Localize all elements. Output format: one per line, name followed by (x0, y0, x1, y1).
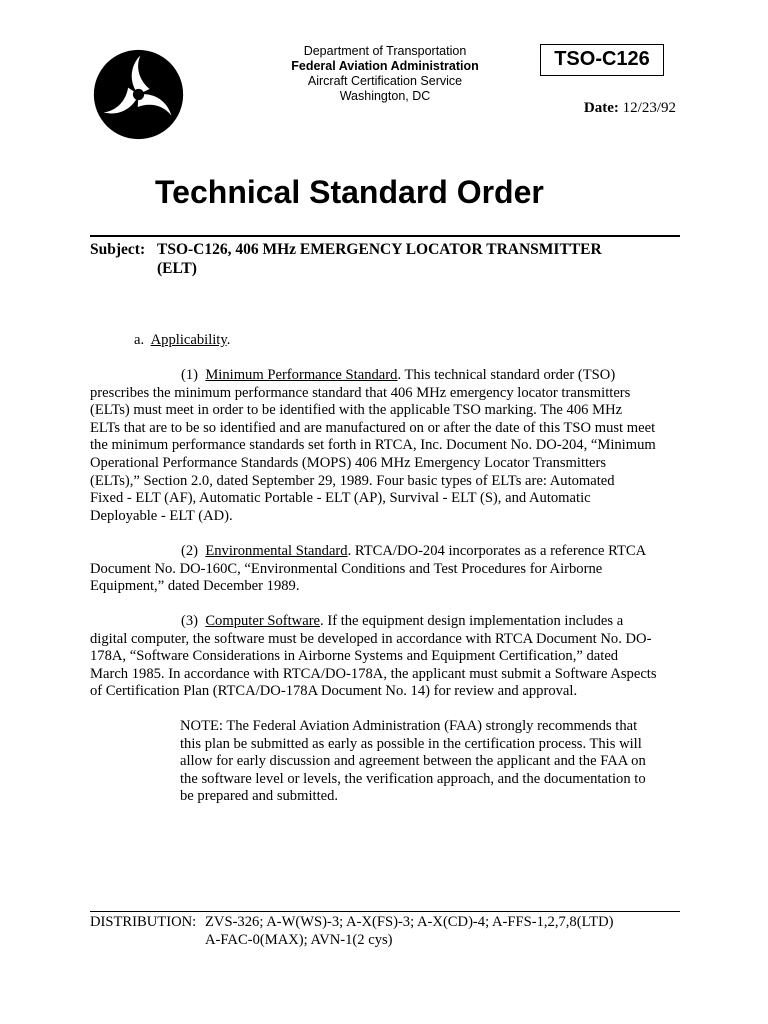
agency-line-faa: Federal Aviation Administration (291, 59, 479, 73)
paragraph-3-number: (3) (181, 613, 199, 629)
agency-line-location: Washington, DC (339, 89, 431, 103)
paragraph-1-line: the minimum performance standards set forth in RTCA, Inc. Document No. DO-204, “Minimum (90, 437, 656, 454)
note-line: be prepared and submitted. (180, 788, 339, 805)
paragraph-1 (90, 367, 690, 525)
distribution-line-1: ZVS-326; A-W(WS)-3; A-X(FS)-3; A-X(CD)-4; A-FFS-1,2,7,8(LTD) (205, 914, 614, 930)
note-line: the software level or levels, the verification approach, and the documentation to (180, 770, 646, 787)
note-line: this plan be submitted as early as possible in the certification process. This will (180, 735, 642, 752)
document-title: Technical Standard Order (155, 174, 544, 210)
paragraph-1-number: (1) (181, 367, 199, 383)
paragraph-3-line-0: (3) Computer Software. If the equipment design implementation includes a (181, 613, 624, 629)
note-block (180, 718, 680, 806)
paragraph-2-heading: Environmental Standard (205, 543, 348, 559)
subject-text (157, 240, 697, 278)
date-line (540, 100, 676, 117)
paragraph-3-line: March 1985. In accordance with RTCA/DO-178A, the applicant must submit a Software Aspects (90, 665, 657, 682)
section-a-heading (134, 332, 230, 350)
paragraph-2 (90, 543, 690, 596)
paragraph-1-line: ELTs that are to be so identified and are manufactured on or after the date of this TSO must meet (90, 419, 656, 436)
distribution-label: DISTRIBUTION: (90, 914, 197, 930)
paragraph-1-heading: Minimum Performance Standard (205, 367, 398, 383)
paragraph-1-line: prescribes the minimum performance standard that 406 MHz emergency locator transmitters (90, 384, 631, 401)
paragraph-1-line: Fixed - ELT (AF), Automatic Portable - ELT (AP), Survival - ELT (S), and Automatic (90, 490, 591, 507)
paragraph-1-line: Operational Performance Standards (MOPS) 406 MHz Emergency Locator Transmitters (90, 454, 607, 471)
paragraph-2-line-0: (2) Environmental Standard. RTCA/DO-204 incorporates as a reference RTCA (181, 543, 647, 559)
subject-label: Subject: (90, 241, 146, 258)
paragraph-1-line: Deployable - ELT (AD). (90, 507, 233, 524)
date-value: 12/23/92 (622, 100, 676, 116)
paragraph-3-line: of Certification Plan (RTCA/DO-178A Document No. 14) for review and approval. (90, 683, 578, 700)
paragraph-3 (90, 613, 690, 701)
paragraph-3-line: digital computer, the software must be developed in accordance with RTCA Document No. DO- (90, 630, 652, 647)
agency-line-department: Department of Transportation (303, 44, 467, 58)
paragraph-3-heading: Computer Software (205, 613, 321, 629)
paragraph-1-line-0: (1) Minimum Performance Standard. This technical standard order (TSO) (181, 367, 616, 383)
header-divider (90, 235, 680, 237)
paragraph-2-number: (2) (181, 543, 199, 559)
subject-line-2: (ELT) (157, 260, 197, 277)
distribution-line-2: A-FAC-0(MAX); AVN-1(2 cys) (205, 931, 393, 948)
dot-logo-icon (92, 48, 185, 141)
date-label: Date: (583, 100, 619, 116)
paragraph-3-line: 178A, “Software Considerations in Airborne Systems and Equipment Certification,” dated (90, 648, 619, 665)
section-a-suffix: . (226, 332, 231, 348)
paragraph-1-line: (ELTs) must meet in order to be identified with the applicable TSO marking. The 406 MHz (90, 402, 623, 419)
agency-line-service: Aircraft Certification Service (307, 74, 463, 88)
paragraph-2-line: Equipment,” dated December 1989. (90, 578, 300, 595)
section-a-title: Applicability (150, 332, 227, 348)
section-a-prefix: a. (134, 332, 145, 348)
note-line: allow for early discussion and agreement between the applicant and the FAA on (180, 753, 646, 770)
paragraph-1-line: (ELTs),” Section 2.0, dated September 29, 1989. Four basic types of ELTs are: Automated (90, 472, 615, 489)
paragraph-2-line: Document No. DO-160C, “Environmental Conditions and Test Procedures for Airborne (90, 560, 603, 577)
note-line: NOTE: The Federal Aviation Administration (FAA) strongly recommends that (180, 718, 638, 734)
footer-divider (90, 911, 680, 912)
subject-line-1: TSO-C126, 406 MHz EMERGENCY LOCATOR TRANSMITTER (157, 241, 602, 258)
tso-number-box: TSO-C126 (540, 44, 664, 76)
